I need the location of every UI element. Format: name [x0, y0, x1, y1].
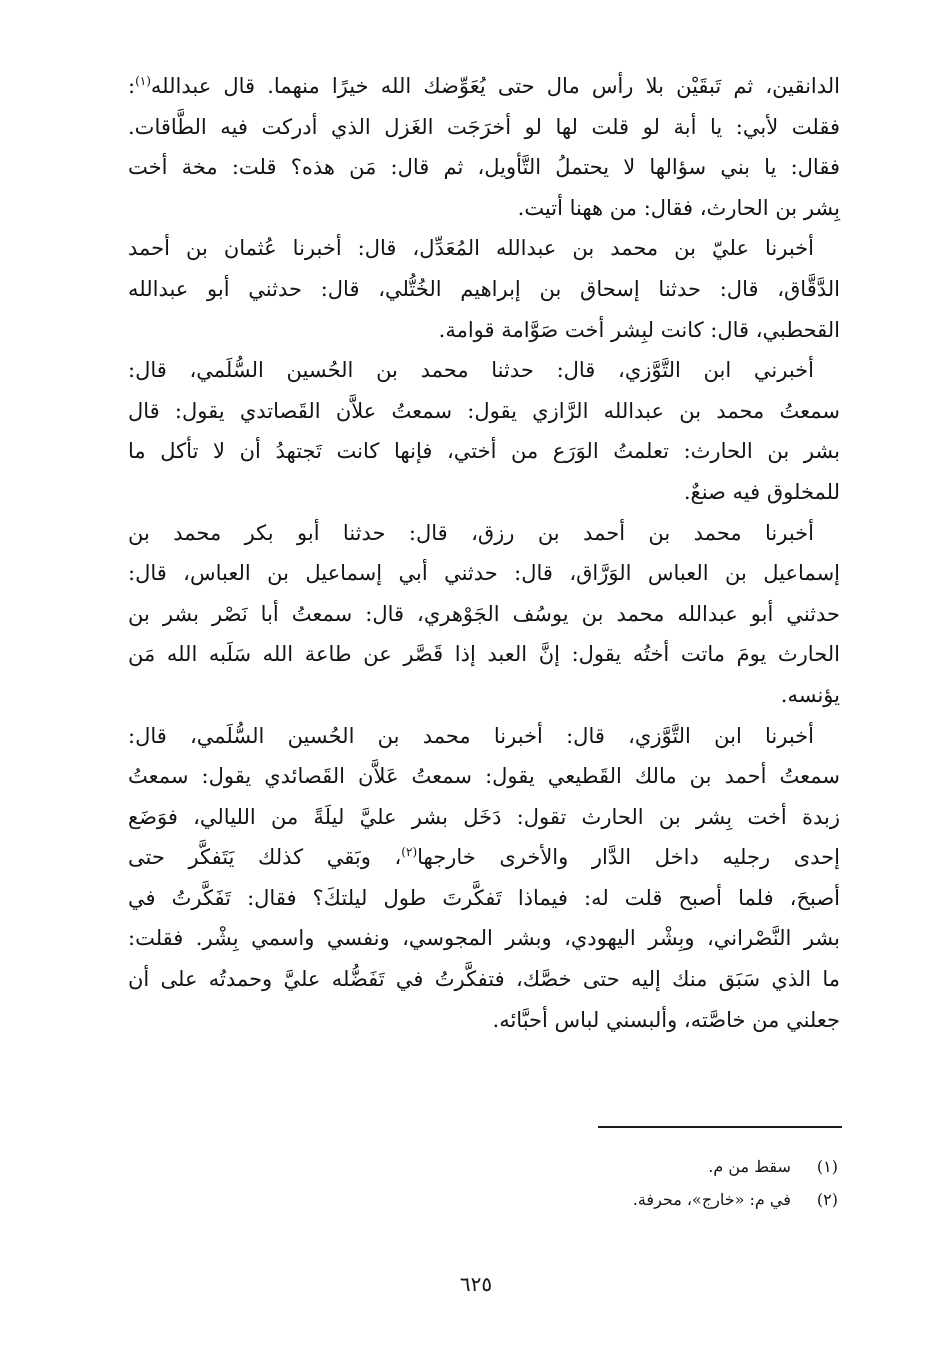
text-line: ما الذي سَبَق منك إليه حتى خصَّك، فتفكَّرتُ في تَفَضُّله عليَّ وحمدتُه على أن — [128, 967, 840, 992]
paragraph — [128, 66, 840, 228]
main-text — [128, 66, 840, 1040]
footnote-divider — [598, 1126, 842, 1128]
text-line: الحارث يومَ ماتت أختُه يقول: إنَّ العبد إذا قَصَّر عن طاعة الله سَلَبه الله مَن — [128, 642, 840, 667]
footnote-text: في م: «خارج»، محرفة. — [632, 1190, 791, 1209]
text-line: حدثني أبو عبدالله محمد بن يوسُف الجَوْهري، قال: سمعتُ أبا نَصْر بشر بن — [128, 601, 840, 626]
text-line: فقلت لأبي: يا أبة لو قلت لها لو أخرَجَت الغَزل الذي أدركت فيه الطَّاقات. — [128, 114, 840, 139]
footnote — [420, 1183, 838, 1216]
text-line: إحدى رجليه داخل الدَّار والأخرى خارجها$^{(٢)}$، وبَقي كذلك يَتَفكَّر حتى — [128, 845, 840, 870]
paragraph — [128, 350, 840, 512]
text-line: بشر بن الحارث: تعلمتُ الوَرَع من أختي، فإنها كانت تَجتهدُ أن لا تأكل ما — [128, 439, 840, 464]
text-line: فقال: يا بني سؤالها لا يحتملُ التَّأويل، ثم قال: مَن هذه؟ قلت: مخة أخت — [128, 155, 840, 180]
text-line: أخبرنا محمد بن أحمد بن رزق، قال: حدثنا أبو بكر محمد بن — [128, 520, 814, 545]
paragraph — [128, 513, 840, 716]
text-line: أصبحَ، فلما أصبح قلت له: فيماذا تَفكَّرتَ طول ليلتكَ؟ فقال: تَفَكَّرتُ في — [128, 885, 840, 910]
text-line: إسماعيل بن العباس الوَرَّاق، قال: حدثني أبي إسماعيل بن العباس، قال: — [128, 561, 840, 586]
page-number: ٦٢٥ — [459, 1272, 493, 1296]
text-line: بشر النَّصْراني، وبِشْر اليهودي، وبشر المجوسي، ونفسي واسمي بِشْر. فقلت: — [128, 926, 840, 951]
text-line: الدَّقَّاق، قال: حدثنا إسحاق بن إبراهيم الخُتُّلي، قال: حدثني أبو عبدالله — [128, 276, 840, 301]
paragraph — [128, 716, 840, 1041]
footnote — [420, 1150, 838, 1183]
text-line: بِشر بن الحارث، فقال: من ههنا أتيت. — [517, 195, 840, 220]
text-line: يؤنسه. — [780, 682, 840, 707]
footnote-number: (١) — [816, 1157, 838, 1176]
footnote-marker: (٢) — [401, 845, 418, 860]
text-line: أخبرني ابن التَّوَّزي، قال: حدثنا محمد بن الحُسين السُّلَمي، قال: — [128, 358, 814, 383]
footnote-text: سقط من م. — [708, 1157, 791, 1176]
footnotes — [420, 1150, 838, 1216]
text-line: أخبرنا ابن التَّوَّزي، قال: أخبرنا محمد بن الحُسين السُّلَمي، قال: — [128, 723, 814, 748]
text-line: سمعتُ محمد بن عبدالله الرَّازي يقول: سمعتُ علاَّن القَصاتدي يقول: قال — [128, 398, 840, 423]
text-line: القحطبي، قال: كانت لبِشر أخت صَوَّامة قوامة. — [438, 317, 840, 342]
text-line: سمعتُ أحمد بن مالك القَطيعي يقول: سمعتُ عَلاَّن القَصائدي يقول: سمعتُ — [128, 764, 840, 789]
text-line: الدانقين، ثم تَبقَيْن بلا رأس مال حتى يُعَوِّضك الله خيرًا منهما. قال عبدالله$^{(١)}$: — [128, 74, 840, 98]
text-line: أخبرنا عليّ بن محمد بن عبدالله المُعَدِّل، قال: أخبرنا عُثمان بن أحمد — [128, 236, 814, 261]
text-line: زبدة أخت بِشر بن الحارث تقول: دَخَل بشر عليَّ ليلَةً من الليالي، فوَضَع — [128, 804, 840, 829]
text-line: جعلني من خاصَّته، وألبسني لباس أحبَّائه. — [492, 1007, 840, 1032]
text-line: للمخلوق فيه صنعٌ. — [683, 479, 840, 504]
paragraph — [128, 228, 840, 350]
footnote-marker: (١) — [135, 74, 151, 88]
footnote-number: (٢) — [816, 1190, 838, 1209]
